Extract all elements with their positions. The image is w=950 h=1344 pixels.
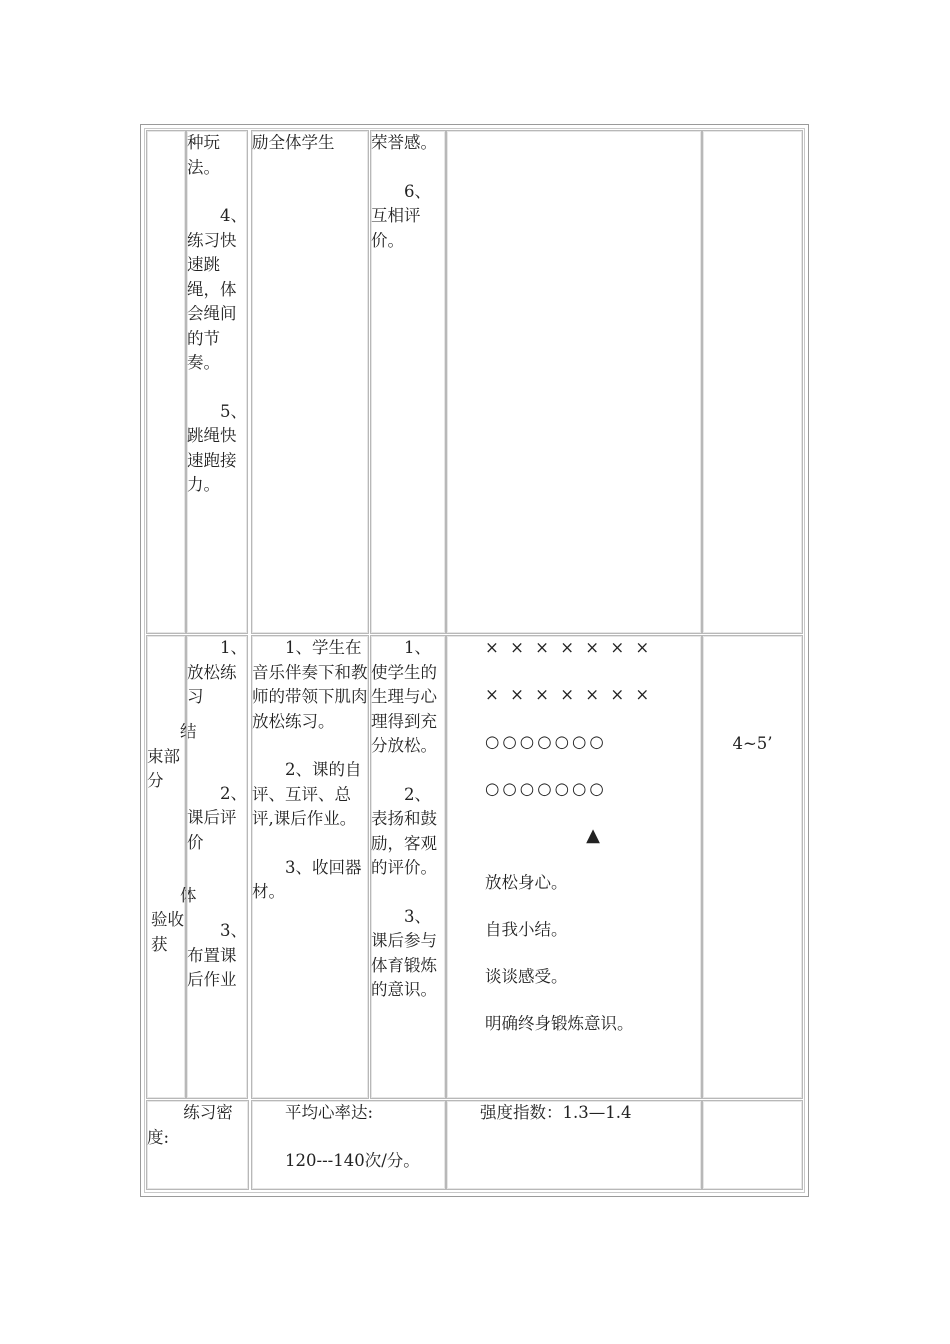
row1-method-line-1: 励全体学生	[252, 133, 335, 152]
row1-method-cell	[251, 130, 369, 634]
row1-goal-line-2: 6、互相评价。	[371, 181, 431, 250]
note-1: 放松身心。	[485, 873, 568, 892]
density-label-cell	[146, 1100, 249, 1190]
section-label-4: 验收获	[151, 910, 184, 954]
note-2: 自我小结。	[485, 920, 568, 939]
heart-rate-cell	[251, 1100, 446, 1190]
row1-section-cell	[146, 130, 186, 634]
heart-rate-value: 120---140次/分。	[285, 1150, 420, 1170]
section-label-2: 束部分	[147, 746, 180, 790]
note-4: 明确终身锻炼意识。	[485, 1014, 634, 1033]
row2-goal-line-3: 3、课后参与体育锻炼的意识。	[371, 906, 437, 999]
formation-row-4: ○○○○○○○	[485, 779, 607, 798]
row2-method-line-2: 2、课的自评、互评、总评,课后作业。	[252, 760, 362, 828]
row2-goal-cell	[370, 635, 446, 1099]
formation-row-1: × × × × × × ×	[485, 638, 653, 657]
lesson-plan-table	[140, 124, 809, 1197]
row2-time-value: 4~5’	[732, 734, 773, 753]
row1-goal-cell	[370, 130, 446, 634]
intensity-value: 强度指数：1.3—1.4	[480, 1103, 632, 1122]
row2-method-line-1: 1、学生在音乐伴奏下和教师的带领下肌肉放松练习。	[252, 638, 368, 731]
row1-goal-line-1: 荣誉感。	[371, 133, 437, 152]
section-label-1: 结	[180, 722, 197, 741]
intensity-cell	[446, 1100, 702, 1190]
density-label: 练习密度:	[147, 1103, 233, 1147]
row1-content-cell	[186, 130, 248, 634]
heart-rate-label: 平均心率达:	[285, 1103, 374, 1122]
row2-content-line-2: 2、课后评价	[187, 783, 247, 852]
row2-content-line-1: 1、放松练习	[187, 638, 247, 706]
row2-formation-cell	[446, 635, 702, 1099]
footer-empty-cell	[702, 1100, 803, 1190]
note-3: 谈谈感受。	[485, 967, 568, 986]
row1-content-line-2: 4、练习快速跳绳，体会绳间的节奏。	[187, 206, 247, 372]
row1-formation-cell	[446, 130, 702, 634]
row1-time-cell	[702, 130, 803, 634]
row2-time-cell	[702, 635, 803, 1099]
formation-row-3: ○○○○○○○	[485, 732, 607, 751]
row2-goal-line-2: 2、表扬和鼓励，客观的评价。	[371, 784, 437, 877]
row2-method-line-3: 3、收回器材。	[252, 857, 362, 901]
row2-method-cell	[251, 635, 369, 1099]
teacher-position-symbol: ▲	[586, 825, 600, 846]
row2-section-cell	[146, 635, 197, 1099]
formation-row-2: × × × × × × ×	[485, 685, 653, 704]
row1-content-line-3: 5、跳绳快速跑接力。	[187, 401, 247, 494]
row1-content-line-1: 种玩法。	[187, 133, 220, 177]
section-label-3: 体	[180, 885, 197, 905]
row2-goal-line-1: 1、使学生的生理与心理得到充分放松。	[371, 638, 437, 755]
row2-content-line-3: 3、布置课后作业	[187, 921, 247, 989]
row2-content-cell	[186, 635, 248, 1099]
